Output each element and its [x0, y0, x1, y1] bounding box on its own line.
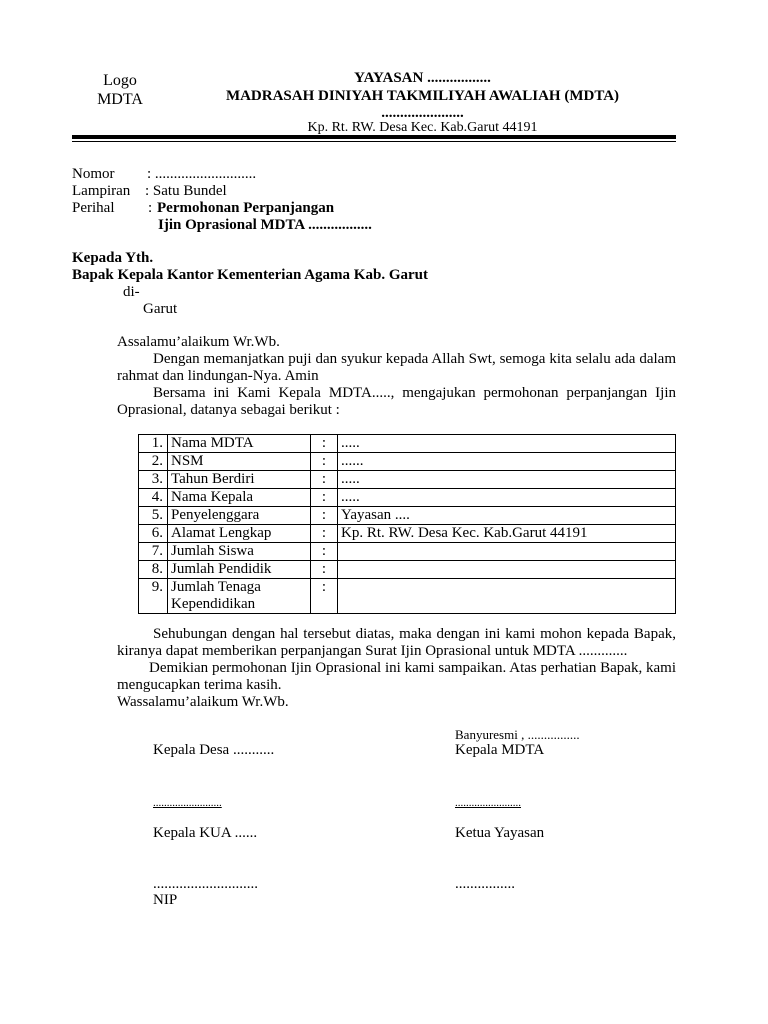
table-row — [139, 435, 676, 453]
nip-label: NIP — [153, 892, 178, 908]
perihal-line-1: Permohonan Perpanjangan — [157, 200, 335, 216]
row-field: Nama MDTA — [168, 435, 311, 453]
row-colon: : — [311, 435, 338, 453]
row-number: 6. — [139, 525, 168, 543]
row-number: 9. — [139, 579, 168, 614]
perihal-colon: : — [148, 200, 153, 216]
row-field: Jumlah Siswa — [168, 543, 311, 561]
row-number: 1. — [139, 435, 168, 453]
sign-left-1-name: ......................... — [153, 797, 222, 809]
sign-left-2-title: Kepala KUA ...... — [153, 825, 258, 841]
row-value: ..... — [338, 489, 676, 507]
paragraph-1 — [117, 351, 676, 385]
recipient-line-2: Bapak Kepala Kantor Kementerian Agama Kab. Garut — [72, 267, 428, 283]
logo-placeholder: Logo MDTA — [97, 72, 143, 108]
table-row — [139, 489, 676, 507]
table-row — [139, 453, 676, 471]
row-field: Penyelenggara — [168, 507, 311, 525]
closing-salam: Wassalamu’alaikum Wr.Wb. — [117, 694, 289, 710]
row-colon: : — [311, 525, 338, 543]
sign-right-2-title: Ketua Yayasan — [455, 825, 545, 841]
row-value — [338, 543, 676, 561]
paragraph-4-text: Demikian permohonan Ijin Oprasional ini kami sampaikan. Atas perhatian Bapak, kami mengucapkan terima kasih. — [117, 660, 676, 693]
nomor-label: Nomor — [72, 166, 115, 182]
table-row — [139, 579, 676, 614]
row-field: Jumlah Pendidik — [168, 561, 311, 579]
sign-left-1-title: Kepala Desa ........... — [153, 742, 275, 758]
header-rule-thin — [72, 141, 676, 142]
table-row — [139, 507, 676, 525]
row-colon: : — [311, 561, 338, 579]
row-field: NSM — [168, 453, 311, 471]
table-row — [139, 561, 676, 579]
row-value: Yayasan .... — [338, 507, 676, 525]
paragraph-2-text: Bersama ini Kami Kepala MDTA....., mengajukan permohonan perpanjangan Ijin Oprasional, datanya sebagai berikut : — [117, 385, 676, 418]
row-value — [338, 579, 676, 614]
nomor-value: : ........................... — [147, 166, 257, 182]
row-colon: : — [311, 471, 338, 489]
row-field: Nama Kepala — [168, 489, 311, 507]
row-field: Jumlah Tenaga Kependidikan — [168, 579, 311, 614]
row-value: Kp. Rt. RW. Desa Kec. Kab.Garut 44191 — [338, 525, 676, 543]
row-field: Tahun Berdiri — [168, 471, 311, 489]
header-address: Kp. Rt. RW. Desa Kec. Kab.Garut 44191 — [307, 120, 538, 135]
row-colon: : — [311, 579, 338, 614]
header-yayasan: YAYASAN ................. — [354, 70, 491, 86]
sign-right-1-title: Kepala MDTA — [455, 742, 545, 758]
header-school-name: MADRASAH DINIYAH TAKMILIYAH AWALIAH (MDTA) — [225, 88, 620, 104]
row-field: Alamat Lengkap — [168, 525, 311, 543]
header-rule-thick — [72, 135, 676, 139]
row-value: ...... — [338, 453, 676, 471]
perihal-label: Perihal — [72, 200, 115, 216]
lampiran-label: Lampiran — [72, 183, 131, 199]
row-number: 8. — [139, 561, 168, 579]
row-number: 4. — [139, 489, 168, 507]
row-number: 5. — [139, 507, 168, 525]
greeting: Assalamu’alaikum Wr.Wb. — [117, 334, 280, 350]
row-value: ..... — [338, 471, 676, 489]
row-colon: : — [311, 453, 338, 471]
lampiran-value: : Satu Bundel — [145, 183, 227, 199]
perihal-line-2: Ijin Oprasional MDTA ................. — [158, 217, 372, 233]
table-row — [139, 525, 676, 543]
sign-left-2-name: ............................ — [153, 876, 258, 892]
place-date: Banyuresmi , ................ — [455, 727, 580, 742]
row-number: 3. — [139, 471, 168, 489]
recipient-line-3: di- — [123, 284, 140, 300]
row-colon: : — [311, 543, 338, 561]
row-number: 7. — [139, 543, 168, 561]
paragraph-2 — [117, 385, 676, 419]
row-colon: : — [311, 507, 338, 525]
table-row — [139, 471, 676, 489]
paragraph-4 — [117, 660, 676, 694]
row-value — [338, 561, 676, 579]
recipient-line-1: Kepada Yth. — [72, 250, 154, 266]
paragraph-3-text: Sehubungan dengan hal tersebut diatas, maka dengan ini kami mohon kepada Bapak, kiranya dapat memberikan perpanjangan Surat Ijin Oprasional untuk MDTA ............. — [117, 626, 676, 659]
recipient-line-4: Garut — [143, 301, 178, 317]
row-colon: : — [311, 489, 338, 507]
sign-right-2-name: ................ — [455, 876, 515, 892]
paragraph-3 — [117, 626, 676, 660]
data-table — [138, 434, 676, 614]
header-dots: ...................... — [381, 105, 464, 121]
row-number: 2. — [139, 453, 168, 471]
table-row — [139, 543, 676, 561]
sign-right-1-name: ........................ — [455, 797, 521, 809]
paragraph-1-text: Dengan memanjatkan puji dan syukur kepada Allah Swt, semoga kita selalu ada dalam rahmat dan lindungan-Nya. Amin — [117, 351, 676, 384]
row-value: ..... — [338, 435, 676, 453]
